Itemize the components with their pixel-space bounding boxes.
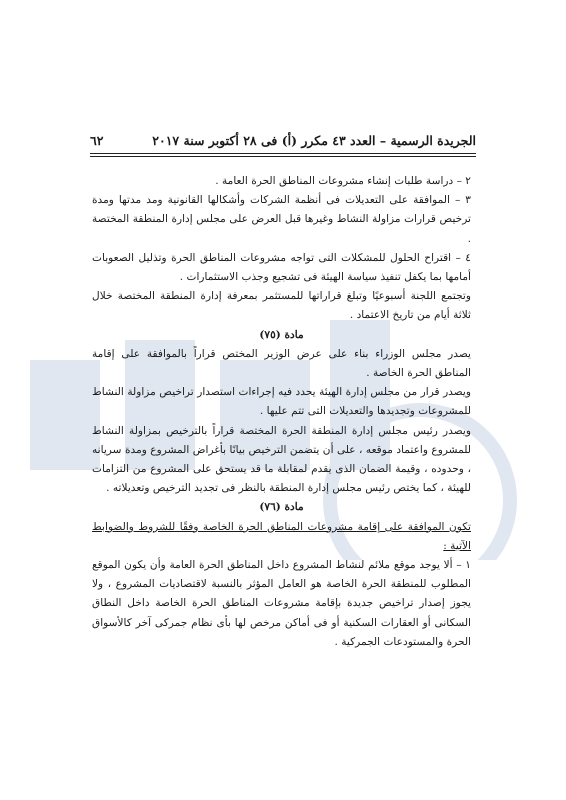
header-rule-inner [90,156,476,157]
paragraph-item-2: ٢ – دراسة طلبات إنشاء مشروعات المناطق الحرة العامة . [215,175,471,187]
paragraph-committee: وتجتمع اللجنة أسبوعيًا وتبلغ قراراتها للمستثمر بمعرفة إدارة المنطقة المختصة خلال ثلاثة أيام من تاريخ الاعتماد . [92,290,471,322]
paragraph-article-76-item-1: ١ – ألا يوجد موقع ملائم لنشاط المشروع داخل المناطق الحرة العامة وأن يكون الموقع المطلوب للمنطقة الحرة الخاصة هو العامل المؤثر بالنسبة لاقتصاديات المشروع ، ولا يجوز إصدار تراخيص جديدة بإقامة مشروعات المناطق الحرة الخاصة داخل النطاق السكانى أو العقارات السكنية أو فى أماكن مرخص لها بأى نظام جمركى آخر كالأسواق الحرة والمستودعات الجمركية . [92,559,471,648]
paragraph-article-75-b: ويصدر قرار من مجلس إدارة الهيئة يحدد فيه إجراءات استصدار تراخيص مزاولة النشاط للمشروعات وتجديدها والتعديلات التى تتم عليها . [92,386,471,418]
paragraph-article-75-c: ويصدر رئيس مجلس إدارة المنطقة الحرة المختصة قراراً بالترخيص بمزاولة النشاط للمشروع واعتماد موقعه ، على أن يتضمن الترخيص بيانًا بأغراض المشروع ومدة سريانه ، وحدوده ، وقيمة الضمان الذى يقدم لمقابلة ما قد يستحق على المشروع من التزامات للهيئة ، كما يختص رئيس مجلس إدارة المنطقة بالنظر فى تجديد الترخيص وتعديلاته . [92,424,471,495]
page-number: ٦٢ [90,133,104,148]
document-body [92,172,471,652]
paragraph-item-4: ٤ – اقتراح الحلول للمشكلات التى تواجه مشروعات المناطق الحرة وتذليل الصعوبات أمامها بما يكفل تنفيذ سياسة الهيئة فى تشجيع وجذب الاستثمارات . [92,251,471,284]
paragraph-article-75-a: يصدر مجلس الوزراء بناء على عرض الوزير المختص قراراً بالموافقة على إقامة المناطق الحرة الخاصة . [92,347,471,380]
running-title: الجريدة الرسمية – العدد ٤٣ مكرر (أ) فى ٢٨ أكتوبر سنة ٢٠١٧ [152,133,476,148]
article-75-heading: مادة (٧٥) [259,328,304,341]
page-header [90,133,476,148]
paragraph-article-76-intro: تكون الموافقة على إقامة مشروعات المناطق الحرة الخاصة وفقًا للشروط والضوابط الآتية : [92,520,471,552]
paragraph-item-3: ٣ – الموافقة على التعديلات فى أنظمة الشركات وأشكالها القانونية ومد مدتها ومدة ترخيص قرارات مزاولة النشاط وغيرها قبل العرض على مجلس إدارة المنطقة المختصة . [92,194,471,245]
article-76-heading: مادة (٧٦) [259,501,304,514]
header-rule [90,153,476,154]
